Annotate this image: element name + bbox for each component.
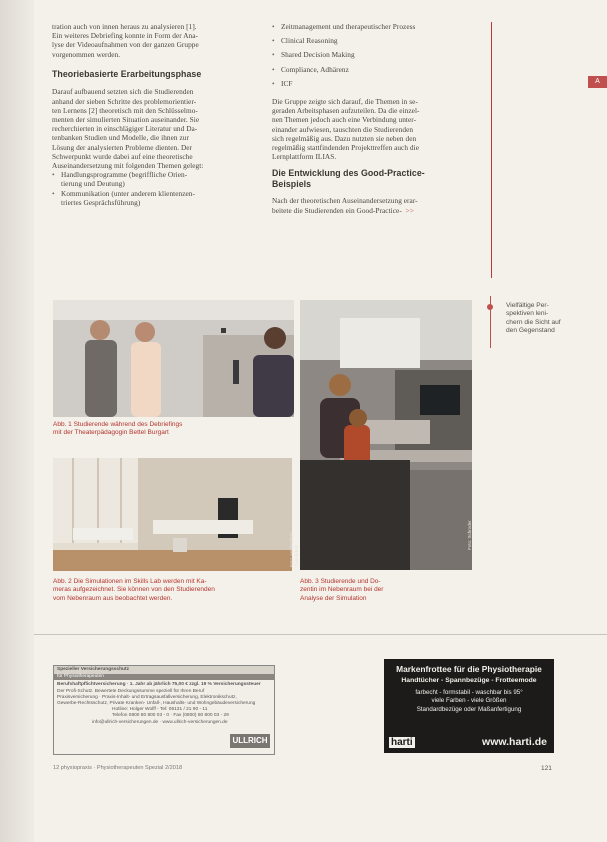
ad-header: Spezieller Versicherungsschutz [54,666,274,674]
section-heading: Theoriebasierte Erarbeitungsphase [52,68,202,79]
left-column [52,22,260,207]
text-line: lyse der Videoaufnahmen von der ganzen Gruppe [52,40,199,50]
text-line: regelmäßig stattfindenden Projekttreffen auch die [272,143,419,153]
note-dot-icon [487,304,493,310]
text-line: Lernplattform ILIAS. [272,152,337,162]
text-line: anhand der sieben Schritte des problemorientier- [52,96,197,106]
list-item: • Zeitmanagement und therapeutischer Prozess [272,22,484,31]
text-line: Auseinandersetzung mit folgenden Themen gelegt: [52,160,204,170]
text-line: nen Themen jedoch auch eine Verbindung unter- [272,115,417,125]
text-line: tration auch von innen heraus zu analysieren [1]. [52,22,197,31]
topic-list-continued [272,22,484,88]
ad-url: www.harti.de [482,736,547,748]
continue-mark: >> [405,205,414,215]
text-line: einander aufwiesen, tauschten die Studierenden [272,124,414,134]
figure-caption-1: Abb. 1 Studierende während des Debriefings mit der Theaterpädagogin Bettel Burgart [53,421,183,437]
section-tab: A [588,76,607,88]
right-column [272,22,484,215]
text-line: geraden Arbeitsphasen aufzuteilen. Da die einzel- [272,106,420,116]
photo-credit: Foto: Hochschule Osnabrück [289,531,299,567]
text-line: Darauf aufbauend setzten sich die Studierenden [52,87,194,97]
list-item: • Compliance, Adhärenz [272,65,484,74]
harti-ad: Markenfrottee für die Physiotherapie Handtücher - Spannbezüge - Frotteemode farbecht - formstabil - waschbar bis 95° viele Farben - viele Größen Standardbezüge oder Maßanfertigung harti www.harti.de [384,659,554,753]
text-line: vorgenommen werden. [52,49,121,59]
list-item: • Handlungsprogramme (begriffliche Orien- tierung und Deutung) [52,170,260,188]
topic-list [52,170,260,207]
ad-subheader: für Physiotherapeuten [54,674,274,680]
photo-observation-room [300,300,472,570]
list-item: • ICF [272,79,484,88]
section-heading: Die Entwicklung des Good-Practice- [272,168,425,179]
harti-logo: harti [391,737,413,748]
ullrich-logo: ULLRICH [230,734,270,748]
text-line: Nach der theoretischen Auseinandersetzung erar- [272,196,418,206]
insurance-ad: Spezieller Versicherungsschutz für Physiotherapeuten Berufshaftpflichtversicherung · 1. Jahr ab jährlich 75,00 € zzgl. 19 % Versicherungssteuer Der Profi-Schutz. Bewertete Deckungssumme speziell für Ihren Beruf Praxisversicherung · Praxis-Inhalt- und Ertragsausfallversicherung, Elektronikschutz, Gewerbe-Rechtsschutz, Private Kranken- Unfall-, Haushalts- und Wohngebäudeversicherung Hotline: Holger Wolff - Tel: 06131 / 21 90 - 11 Telefon 0800 80 800 03 - 0 · Fax (0800) 80 800 03 - 29 info@ullrich-versicherungen.de · www.ullrich-versicherungen.de ULLRICH [53,665,275,755]
text-line: ten Lernens [2] theoretisch mit den Schlüsselmo- [52,105,198,115]
photo-skills-lab [53,458,292,571]
margin-note: Vielfältige Per- spektiven leni- chern die Sicht auf den Gegenstand [490,302,596,336]
list-item: • Clinical Reasoning [272,36,484,45]
text-line: beitete die Studierenden ein Good-Practice- >> [272,205,414,215]
list-item: • Kommunikation (unter anderem klientenzen- triertes Gesprächsführung) [52,189,260,207]
ad-subtitle: Handtücher - Spannbezüge - Frotteemode [401,677,537,684]
text-line: Schwerpunkt wurde dabei auf eine theoretische [52,151,193,161]
page-gutter [0,0,34,842]
footer-text: 12 physiopraxis · Physiotherapeuten Spezial 2/2018 [53,765,183,771]
figure-caption-2: Abb. 2 Die Simulationen im Skills Lab werden mit Ka- meras aufgezeichnet. Sie können von den Studierenden vom Nebenraum aus beobachtet werden. [53,578,215,602]
photo-debriefing [53,300,294,417]
photo-credit: Foto: Schroder [467,520,472,550]
section-heading: Beispiels [272,178,312,189]
page-number: 121 [541,765,552,772]
text-line: tenbanken Studien und Modelle, die ihnen zur [52,133,189,143]
list-item: • Shared Decision Making [272,50,484,59]
text-line: Die Gruppe zeigte sich darauf, die Themen in se- [272,97,418,107]
ad-title: Markenfrottee für die Physiotherapie [396,664,542,674]
figure-caption-3: Abb. 3 Studierende und Do- zentin im Nebenraum bei der Analyse der Simulation [300,578,384,602]
divider [34,634,607,635]
text-line: Ein weiteres Debriefing konnte in Form der Ana- [52,31,199,41]
column-rule [491,22,492,278]
text-line: menten der simulierten Situation auseinander. Sie [52,114,200,124]
text-line: sich regelmäßig aus. Dazu nutzten sie neben den [272,133,417,143]
text-line: Lösung der analysierten Probleme dienten. Der [52,142,193,152]
text-line: recherchierten in einschlägiger Literatur und Da- [52,124,198,134]
